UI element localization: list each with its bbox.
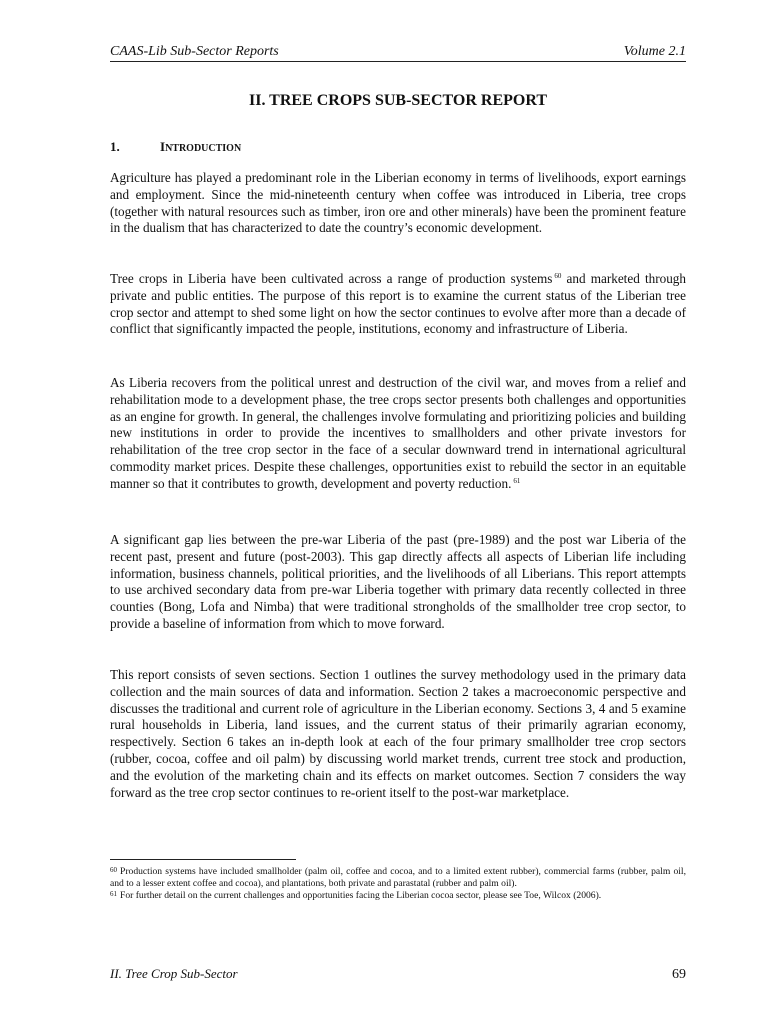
footnote-61 <box>110 890 686 902</box>
section-heading <box>110 139 241 157</box>
footnote-60-text: Production systems have included smallholder (palm oil, coffee and cocoa, and to a limited extent rubber), commercial farms (rubber, palm oil, and to a lesser extent coffee and cocoa), and plantations, both private and parastatal (rubber and palm oil). <box>110 866 686 889</box>
paragraph-2 <box>110 271 686 338</box>
footnote-60 <box>110 866 686 890</box>
header-volume: Volume 2.1 <box>623 44 686 59</box>
header-report-series: CAAS-Lib Sub-Sector Reports <box>110 44 279 59</box>
paragraph-4: A significant gap lies between the pre-war Liberia of the past (pre-1989) and the post war Liberia of the recent past, present and future (post-2003). This gap directly affects all aspects of Liberian life including information, business channels, political priorities, and the livelihoods of all Liberians. This report attempts to use archived secondary data from pre-war Liberia together with primary data recently collected in three counties (Bong, Lofa and Nimba) that were traditional strongholds of the smallholder tree crop sector, to provide a baseline of information from which to move forward. <box>110 532 686 631</box>
paragraph-3 <box>110 375 686 493</box>
paragraph-1: Agriculture has played a predominant role in the Liberian economy in terms of livelihoods, export earnings and employment. Since the mid-nineteenth century when coffee was introduced in Liberia, tree crops (together with natural resources such as timber, iron ore and other minerals) have been the prominent feature in the dualism that has characterized to date the country’s economic development. <box>110 170 686 236</box>
footnotes <box>110 866 686 902</box>
running-header <box>110 43 686 60</box>
footnote-61-number: 61 <box>110 890 117 898</box>
section-title-rest: NTRODUCTION <box>165 143 242 154</box>
section-number: 1. <box>110 139 120 154</box>
running-footer <box>110 966 686 983</box>
header-divider <box>110 61 686 62</box>
paragraph-5: This report consists of seven sections. Section 1 outlines the survey methodology used in the primary data collection and the main sources of data and information. Section 2 takes a macroeconomic perspective and discusses the traditional and current role of agriculture in the Liberian economy. Sections 3, 4 and 5 examine rural households in Liberia, land issues, and the current status of their primarily agrarian economy, respectively. Section 6 takes an in-depth look at each of the four primary smallholder tree crop sectors (rubber, cocoa, coffee and oil palm) by discussing world market trends, current tree stock and production, and the evolution of the marketing chain and its effects on market outcomes. Section 7 considers the way forward as the tree crop sector continues to re-orient itself to the post-war marketplace. <box>110 667 686 800</box>
paragraph-2-text-b: and marketed through private and public entities. The purpose of this report is to examine the current status of the Liberian tree crop sector and attempt to shed some light on how the sector continues to evolve after more than a decade of conflict that significantly impacted the people, institutions, economy and infrastructure of Liberia. <box>110 271 686 337</box>
footer-section-label: II. Tree Crop Sub-Sector <box>110 966 238 981</box>
paragraph-3-text: As Liberia recovers from the political unrest and destruction of the civil war, and moves from a relief and rehabilitation mode to a development phase, the tree crops sector presents both challenges and opportunities as an engine for growth. In general, the challenges involve formulating and prioritizing policies and building new institutions in order to provide the incentives to smallholders and other private investors for rehabilitation of the tree crop sector in the face of a secular downward trend in international agricultural commodity market prices. Despite these challenges, opportunities exist to rebuild the sector in an equitable manner so that it contributes to growth, development and poverty reduction. <box>110 375 686 491</box>
paragraph-2-text-a: Tree crops in Liberia have been cultivated across a range of production systems <box>110 271 553 286</box>
section-title-initial: I <box>160 139 166 154</box>
footnote-61-text: For further detail on the current challenges and opportunities facing the Liberian cocoa sector, please see Toe, Wilcox (2006). <box>120 890 602 901</box>
footnote-ref-61[interactable]: 61 <box>513 476 521 485</box>
footnote-divider <box>110 859 296 860</box>
footnote-60-number: 60 <box>110 866 117 874</box>
page-title: II. TREE CROPS SUB-SECTOR REPORT <box>248 92 548 109</box>
footnote-ref-60[interactable]: 60 <box>554 272 562 280</box>
section-title <box>160 139 241 157</box>
page-number: 69 <box>672 967 686 982</box>
